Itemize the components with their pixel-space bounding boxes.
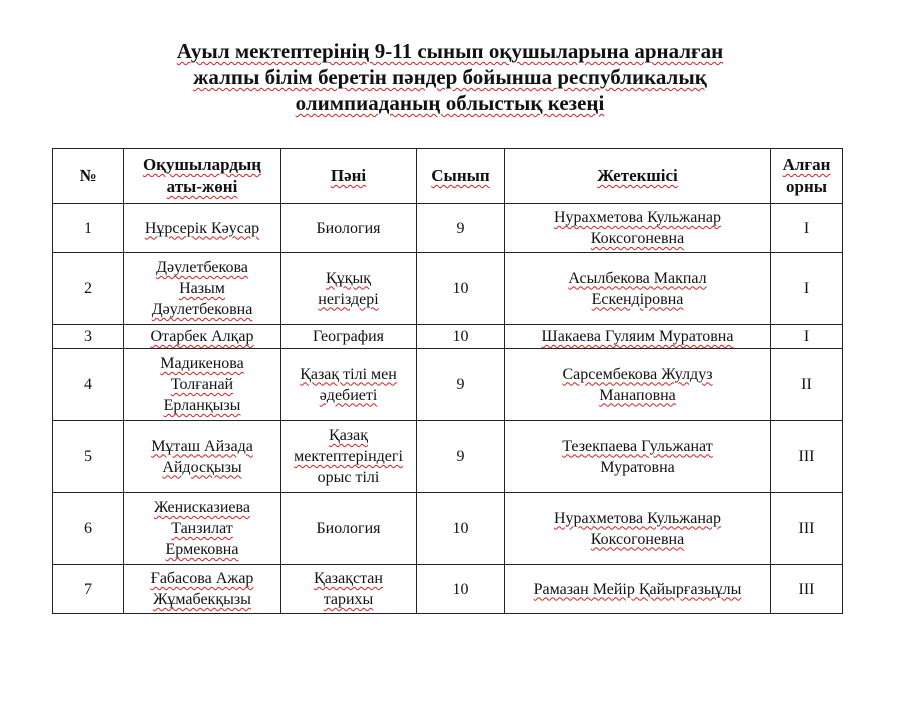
- table-row: [53, 565, 843, 614]
- cell-subject: Қазақ мектептеріндегі орыс тілі: [281, 421, 417, 493]
- cell-place: I: [771, 325, 843, 349]
- cell-teacher: Шакаева Гуляим Муратовна: [505, 325, 771, 349]
- title-line-1: Ауыл мектептерінің 9-11 сынып оқушыларына арналған: [176, 39, 724, 63]
- cell-subject: Биология: [281, 493, 417, 565]
- cell-teacher: Нурахметова Кульжанар Коксогоневна: [505, 493, 771, 565]
- cell-subject: Құқық негіздері: [281, 253, 417, 325]
- cell-place: I: [771, 253, 843, 325]
- cell-grade: 9: [417, 349, 505, 421]
- header-num: №: [53, 149, 124, 204]
- cell-name: Дәулетбекова Назым Дәулетбековна: [124, 253, 281, 325]
- cell-place: II: [771, 349, 843, 421]
- cell-name: Нұрсерік Кәусар: [124, 204, 281, 253]
- cell-grade: 9: [417, 421, 505, 493]
- table-row: [53, 493, 843, 565]
- header-grade: Сынып: [417, 149, 505, 204]
- cell-place: III: [771, 421, 843, 493]
- header-name: Оқушылардың аты-жөні: [124, 149, 281, 204]
- cell-name: Мадикенова Толғанай Ерланқызы: [124, 349, 281, 421]
- table-row: [53, 421, 843, 493]
- header-teacher: Жетекшісі: [505, 149, 771, 204]
- table-row: [53, 204, 843, 253]
- cell-subject: Қазақ тілі мен әдебиеті: [281, 349, 417, 421]
- table-row: [53, 349, 843, 421]
- cell-num: 6: [53, 493, 124, 565]
- header-subject: Пәні: [281, 149, 417, 204]
- cell-num: 3: [53, 325, 124, 349]
- title-line-2: жалпы білім беретін пәндер бойынша республикалық: [193, 65, 707, 89]
- cell-name: Мұташ Айзада Айдосқызы: [124, 421, 281, 493]
- table-row: [53, 325, 843, 349]
- cell-place: III: [771, 565, 843, 614]
- cell-grade: 9: [417, 204, 505, 253]
- results-table: [52, 148, 843, 614]
- cell-num: 7: [53, 565, 124, 614]
- table-row: [53, 253, 843, 325]
- table-header-row: [53, 149, 843, 204]
- cell-name: Женисказиева Танзилат Ермековна: [124, 493, 281, 565]
- cell-num: 2: [53, 253, 124, 325]
- cell-teacher: Нурахметова Кульжанар Коксогоневна: [505, 204, 771, 253]
- cell-num: 1: [53, 204, 124, 253]
- header-place: Алған орны: [771, 149, 843, 204]
- cell-subject: Қазақстан тарихы: [281, 565, 417, 614]
- cell-teacher: Тезекпаева Гульжанат Муратовна: [505, 421, 771, 493]
- cell-subject: География: [281, 325, 417, 349]
- cell-place: III: [771, 493, 843, 565]
- cell-num: 5: [53, 421, 124, 493]
- cell-teacher: Асылбекова Макпал Ескендіровна: [505, 253, 771, 325]
- cell-teacher: Сарсембекова Жулдуз Манаповна: [505, 349, 771, 421]
- cell-name: Отарбек Алқар: [124, 325, 281, 349]
- cell-grade: 10: [417, 253, 505, 325]
- cell-grade: 10: [417, 565, 505, 614]
- cell-place: I: [771, 204, 843, 253]
- cell-name: Ғабасова Ажар Жұмабекқызы: [124, 565, 281, 614]
- cell-grade: 10: [417, 325, 505, 349]
- cell-teacher: Рамазан Мейір Қайырғазыұлы: [505, 565, 771, 614]
- title-line-3: олимпиаданың облыстық кезеңі: [295, 91, 605, 115]
- document-title: [0, 38, 900, 116]
- cell-num: 4: [53, 349, 124, 421]
- cell-grade: 10: [417, 493, 505, 565]
- cell-subject: Биология: [281, 204, 417, 253]
